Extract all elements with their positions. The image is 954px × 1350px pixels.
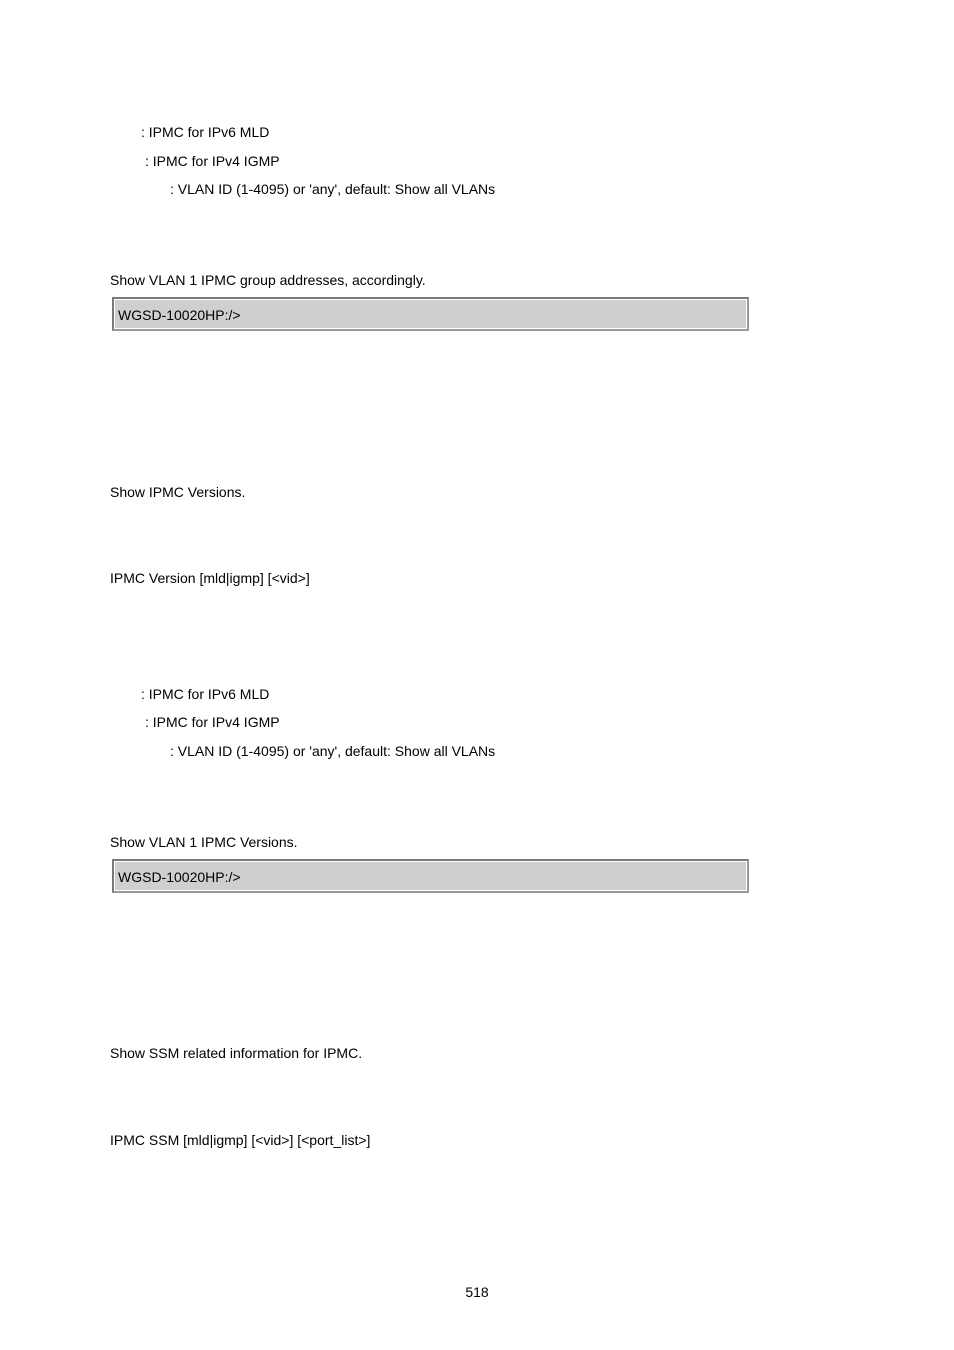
example-description: Show VLAN 1 IPMC Versions.	[110, 834, 298, 850]
command-prompt-box	[112, 859, 749, 893]
page-number: 518	[465, 1284, 489, 1300]
command-description: Show SSM related information for IPMC.	[110, 1045, 363, 1061]
example-description: Show VLAN 1 IPMC group addresses, accordingly.	[110, 272, 426, 288]
command-prompt-box	[112, 297, 749, 331]
param-vid: : VLAN ID (1-4095) or 'any', default: Show all VLANs	[170, 743, 496, 759]
command-prompt: WGSD-10020HP:/>	[118, 869, 241, 885]
command-prompt: WGSD-10020HP:/>	[118, 307, 241, 323]
param-mld: : IPMC for IPv6 MLD	[141, 686, 270, 702]
param-mld: : IPMC for IPv6 MLD	[141, 124, 270, 140]
command-syntax: IPMC Version [mld|igmp] [<vid>]	[110, 570, 310, 586]
command-description: Show IPMC Versions.	[110, 484, 246, 500]
param-igmp: : IPMC for IPv4 IGMP	[145, 714, 280, 730]
param-igmp: : IPMC for IPv4 IGMP	[145, 153, 280, 169]
command-syntax: IPMC SSM [mld|igmp] [<vid>] [<port_list>]	[110, 1132, 371, 1148]
param-vid: : VLAN ID (1-4095) or 'any', default: Show all VLANs	[170, 181, 496, 197]
